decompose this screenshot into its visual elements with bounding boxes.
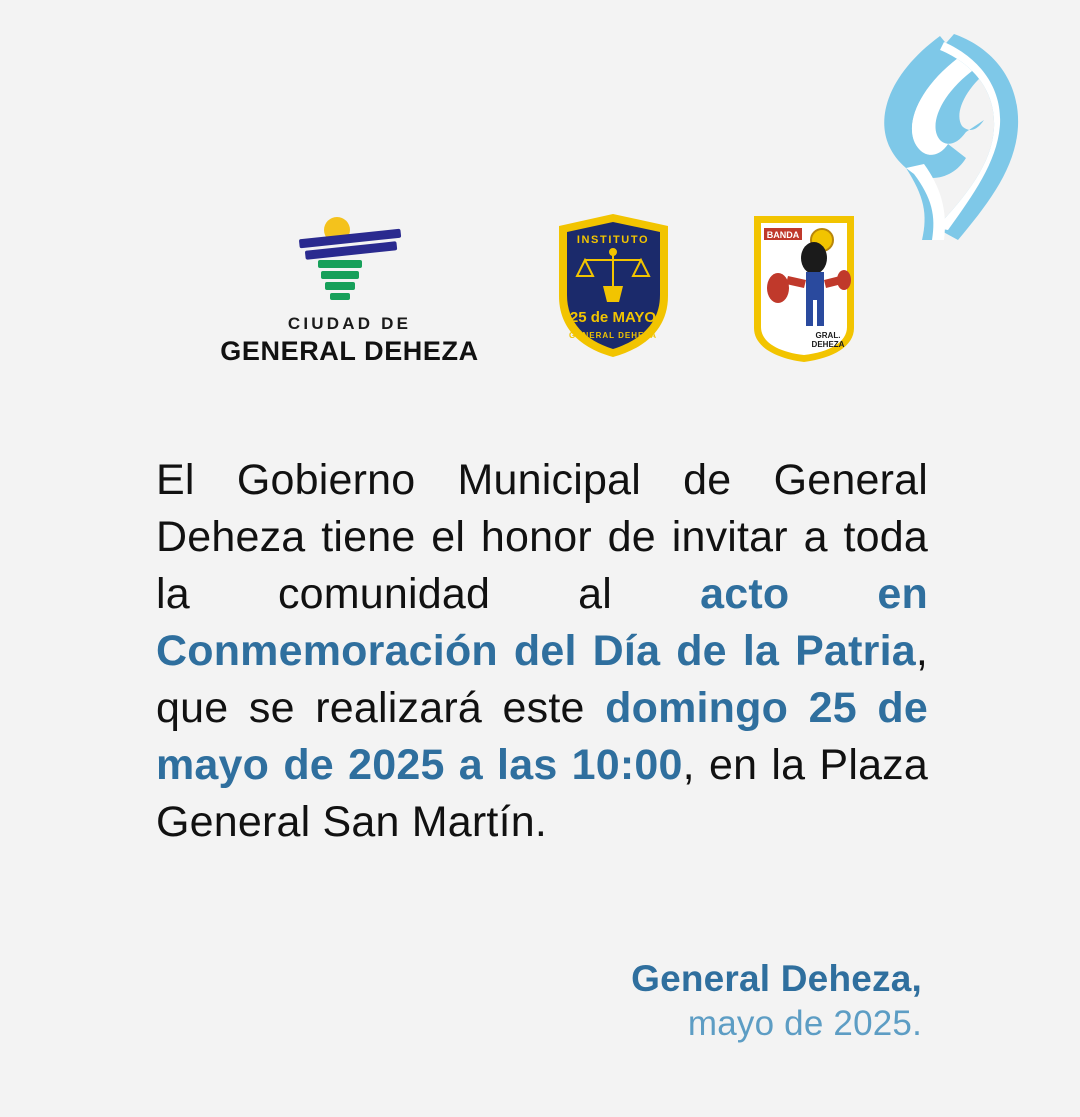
- escudo-gral-deheza-icon: [748, 210, 860, 366]
- svg-text:GRAL.: GRAL.: [815, 331, 841, 340]
- paragraph-highlight-event: acto en Conmemoración del Día de la Patria: [156, 570, 928, 675]
- svg-text:DEHEZA: DEHEZA: [811, 340, 845, 349]
- instituto-25-de-mayo-shield-icon: [551, 210, 676, 360]
- city-logo: [220, 210, 478, 367]
- logo-row: [0, 210, 1080, 367]
- svg-text:GENERAL DEHEZA: GENERAL DEHEZA: [568, 331, 657, 340]
- paragraph-part-2: , que se realizará este: [156, 627, 928, 732]
- invitation-paragraph: [156, 452, 928, 851]
- svg-text:BANDA: BANDA: [766, 230, 799, 240]
- city-logo-text: [220, 314, 478, 367]
- ciudad-general-deheza-logo: [285, 210, 415, 306]
- paragraph-part-1: El Gobierno Municipal de General Deheza tiene el honor de invitar a toda la comunidad al: [156, 456, 928, 618]
- paragraph-highlight-datetime: domingo 25 de mayo de 2025 a las 10:00: [156, 684, 929, 789]
- signature-date: mayo de 2025.: [687, 1004, 922, 1043]
- city-logo-line2: GENERAL DEHEZA: [220, 336, 479, 366]
- coat-of-arms-logo: [748, 210, 860, 366]
- signature-place: General Deheza,: [631, 958, 922, 999]
- city-logo-line1: CIUDAD DE: [287, 314, 412, 333]
- instituto-logo: [551, 210, 676, 360]
- signature-block: [631, 958, 922, 1044]
- svg-text:25 de MAYO: 25 de MAYO: [569, 309, 656, 326]
- paragraph-part-3: , en la Plaza General San Martín.: [156, 741, 928, 846]
- svg-text:INSTITUTO: INSTITUTO: [576, 234, 649, 246]
